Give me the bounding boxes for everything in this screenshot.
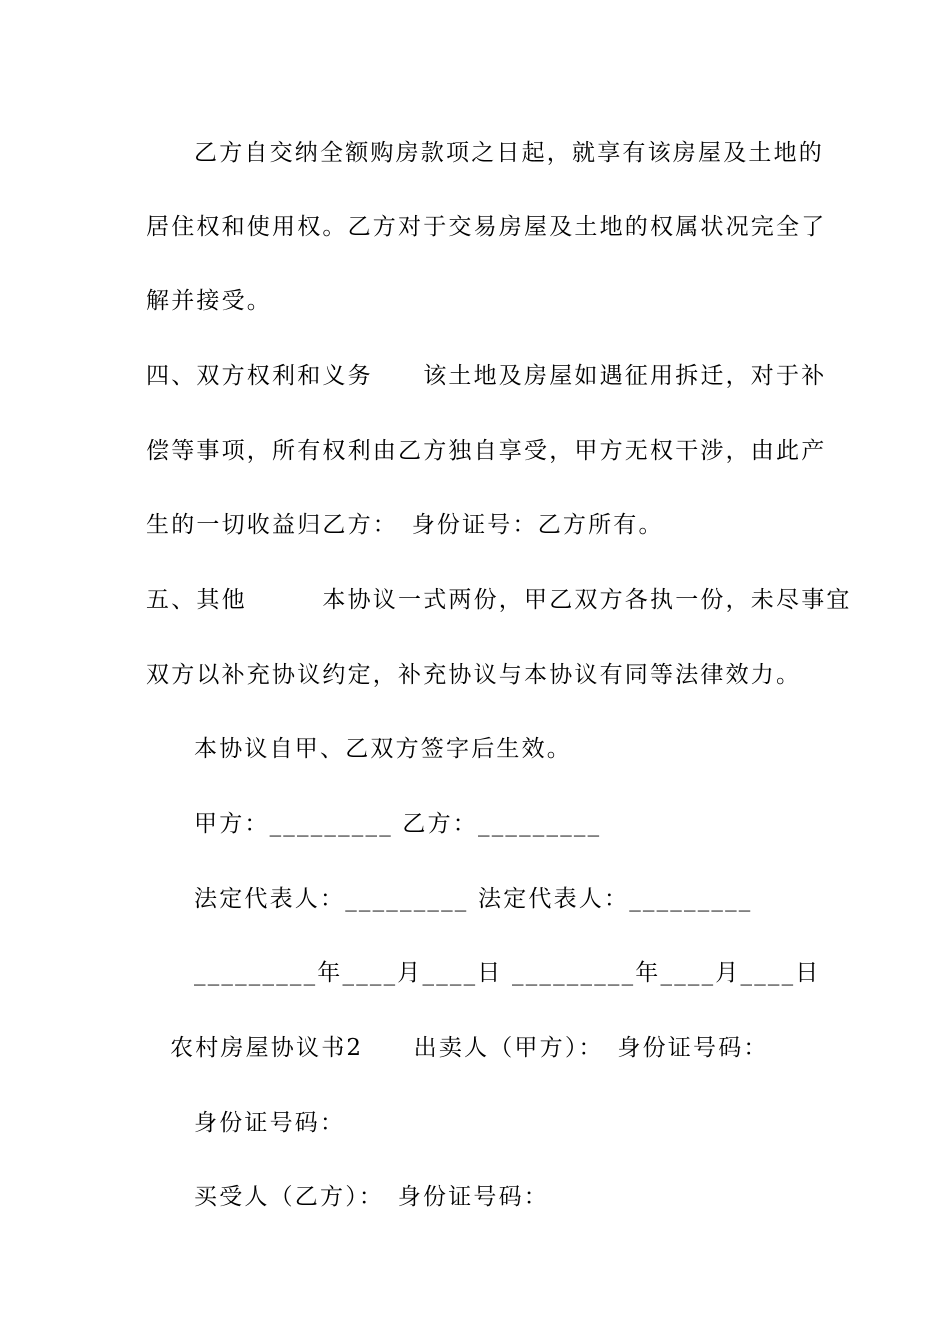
section-four-line-2: 偿等事项，所有权利由乙方独自享受，甲方无权干涉，由此产	[146, 438, 827, 464]
legal-representative-line: 法定代表人：_________ 法定代表人：_________	[194, 886, 753, 912]
id-number-line: 身份证号码：	[194, 1110, 346, 1136]
effective-clause: 本协议自甲、乙双方签字后生效。	[194, 736, 572, 762]
section-four-line-1: 四、双方权利和义务 该土地及房屋如遇征用拆迁，对于补	[146, 363, 827, 389]
section-four-line-3: 生的一切收益归乙方： 身份证号：乙方所有。	[146, 512, 664, 538]
paragraph-line-3: 解并接受。	[146, 288, 272, 314]
paragraph-line-1: 乙方自交纳全额购房款项之日起，就享有该房屋及土地的	[194, 140, 824, 166]
section-five-line-1: 五、其他 本协议一式两份，甲乙双方各执一份，未尽事宜	[146, 587, 852, 613]
section-five-line-2: 双方以补充协议约定，补充协议与本协议有同等法律效力。	[146, 662, 802, 688]
agreement-two-heading: 农村房屋协议书2 出卖人（甲方）： 身份证号码：	[170, 1035, 769, 1061]
paragraph-line-2: 居住权和使用权。乙方对于交易房屋及土地的权属状况完全了	[146, 214, 827, 240]
date-line: _________年____月____日 _________年____月____日	[194, 960, 821, 986]
signature-parties-line: 甲方：_________ 乙方：_________	[194, 811, 602, 837]
buyer-line: 买受人（乙方）： 身份证号码：	[194, 1184, 549, 1210]
